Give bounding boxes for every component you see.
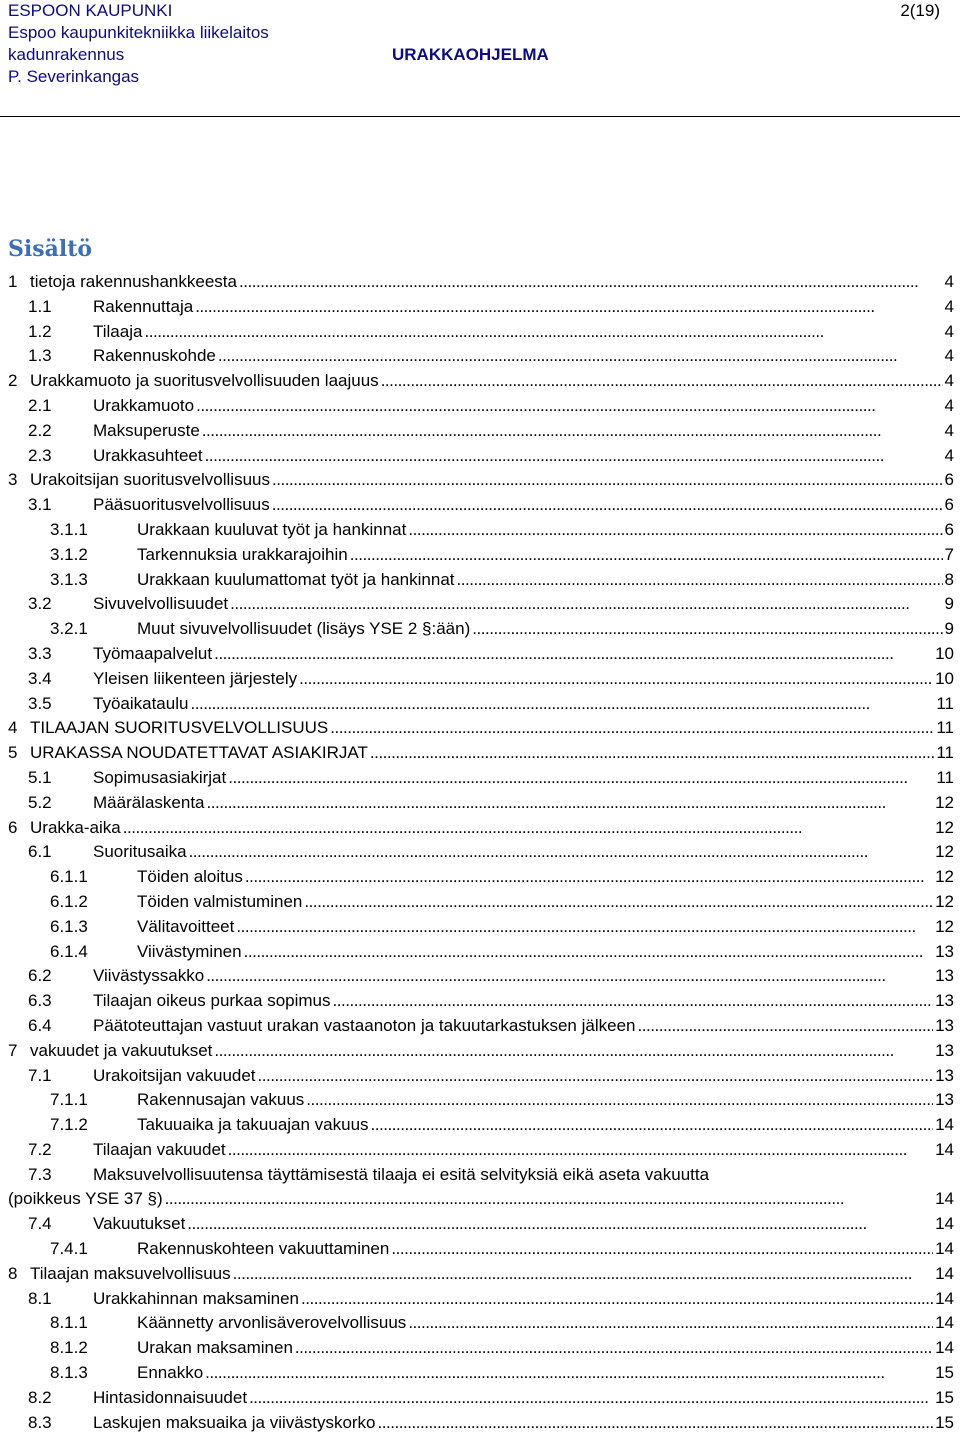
- toc-dot-leader: [207, 791, 934, 816]
- toc-entry-title: Tilaajan maksuvelvollisuus: [30, 1263, 231, 1283]
- toc-entry-number: 8.1.1: [50, 1313, 88, 1333]
- toc-entry-title: Työaikataulu: [93, 693, 189, 713]
- toc-entry[interactable]: [8, 1014, 954, 1039]
- header-department: kadunrakennus: [8, 45, 125, 64]
- toc-entry[interactable]: [8, 344, 954, 369]
- toc-entry[interactable]: [8, 270, 954, 295]
- toc-dot-leader: [236, 915, 933, 940]
- toc-entry-number: 3.2.1: [50, 619, 88, 639]
- toc-entry-page: 6: [944, 519, 954, 539]
- toc-dot-leader: [165, 1187, 933, 1212]
- toc-entry-page: 11: [936, 693, 954, 713]
- toc-entry[interactable]: [8, 543, 954, 568]
- toc-entry-number: 8.3: [28, 1412, 52, 1432]
- toc-entry-page: 4: [944, 346, 954, 366]
- toc-entry-title: Välitavoitteet: [137, 916, 235, 936]
- toc-dot-leader: [190, 692, 934, 717]
- toc-dot-leader: [239, 270, 943, 295]
- toc-dot-leader: [195, 295, 942, 320]
- toc-entry-number: 6.2: [28, 966, 52, 986]
- toc-heading: Sisältö: [8, 236, 93, 262]
- toc-entry-title: Urakkamuoto: [93, 395, 195, 415]
- toc-entry[interactable]: [8, 915, 954, 940]
- toc-entry-page: 10: [935, 668, 954, 688]
- toc-entry-title: Muut sivuvelvollisuudet (lisäys YSE 2 §:ään): [137, 619, 471, 639]
- header-organization: ESPOON KAUPUNKI: [8, 1, 173, 20]
- toc-entry[interactable]: [8, 1138, 954, 1163]
- toc-entry-title: Urakan maksaminen: [137, 1338, 293, 1358]
- toc-entry[interactable]: [8, 791, 954, 816]
- toc-dot-leader: [391, 1237, 933, 1262]
- toc-entry-title: Urakkaan kuulumattomat työt ja hankinnat: [137, 569, 455, 589]
- toc-entry-number: 1.2: [28, 321, 52, 341]
- toc-entry[interactable]: [8, 369, 954, 394]
- toc-dot-leader: [218, 344, 943, 369]
- toc-entry-page: 7: [944, 544, 954, 564]
- toc-dot-leader: [214, 1039, 933, 1064]
- toc-dot-leader: [123, 816, 933, 841]
- toc-entry-title: Käännetty arvonlisäverovelvollisuus: [137, 1313, 407, 1333]
- toc-dot-leader: [228, 766, 934, 791]
- toc-dot-leader: [244, 940, 934, 965]
- toc-entry-number: 8.1.3: [50, 1363, 88, 1383]
- toc-dot-leader: [205, 1361, 933, 1386]
- toc-entry-title: Maksuperuste: [93, 420, 200, 440]
- toc-entry-title: Viivästyssakko: [93, 966, 205, 986]
- toc-entry-title: Sopimusasiakirjat: [93, 767, 227, 787]
- toc-entry[interactable]: [8, 1163, 954, 1213]
- toc-entry-title: Tilaajan oikeus purkaa sopimus: [93, 991, 331, 1011]
- toc-dot-leader: [350, 543, 943, 568]
- toc-entry-page: 14: [935, 1338, 954, 1358]
- toc-entry-number: 6.3: [28, 991, 52, 1011]
- header-author: P. Severinkangas: [8, 67, 140, 86]
- toc-entry-page: 14: [935, 1214, 954, 1234]
- toc-entry-title: Suoritusaika: [93, 842, 187, 862]
- toc-entry[interactable]: [8, 320, 954, 345]
- toc-entry-page: 6: [944, 495, 954, 515]
- toc-entry-page: 4: [944, 321, 954, 341]
- toc-dot-leader: [205, 444, 943, 469]
- toc-dot-leader: [245, 865, 933, 890]
- toc-entry-page: 13: [935, 991, 954, 1011]
- toc-entry-number: 1: [8, 272, 18, 291]
- toc-entry-title: Tilaaja: [93, 321, 143, 341]
- toc-entry[interactable]: [8, 1039, 954, 1064]
- toc-entry-page: 14: [935, 1115, 954, 1135]
- toc-entry-number: 3.3: [28, 643, 52, 663]
- toc-entry-number: 8.1.2: [50, 1338, 88, 1358]
- toc-entry[interactable]: [8, 816, 954, 841]
- toc-dot-leader: [301, 1287, 933, 1312]
- toc-dot-leader: [457, 568, 943, 593]
- toc-entry[interactable]: [8, 692, 954, 717]
- toc-entry-title: Urakkamuoto ja suoritusvelvollisuuden laajuus: [30, 371, 379, 391]
- toc-dot-leader: [196, 394, 942, 419]
- toc-dot-leader: [381, 369, 943, 394]
- toc-entry-page: 13: [935, 1040, 954, 1060]
- toc-dot-leader: [295, 1336, 933, 1361]
- toc-entry-title: TILAAJAN SUORITUSVELVOLLISUUS: [30, 718, 329, 738]
- toc-entry-page: 13: [935, 1065, 954, 1085]
- toc-entry[interactable]: [8, 1361, 954, 1386]
- toc-entry-page: 14: [935, 1189, 954, 1209]
- toc-entry-number: 3.1.1: [50, 519, 88, 539]
- toc-entry-page: 13: [935, 1015, 954, 1035]
- toc-dot-leader: [306, 1088, 933, 1113]
- toc-entry-page: 4: [944, 272, 954, 291]
- toc-entry-page: 15: [935, 1363, 954, 1383]
- toc-entry-number: 3.1.3: [50, 569, 88, 589]
- toc-entry-title: Maksuvelvollisuutensa täyttämisestä tilaaja ei esitä selvityksiä eikä aseta vakuutta: [93, 1164, 710, 1184]
- toc-entry[interactable]: [8, 1411, 954, 1436]
- toc-entry-number: 7.1.2: [50, 1115, 88, 1135]
- toc-entry-page: 12: [935, 817, 954, 837]
- toc-entry-title: vakuudet ja vakuutukset: [30, 1040, 213, 1060]
- table-of-contents: [8, 270, 954, 1435]
- toc-entry-title: Päätoteuttajan vastuut urakan vastaanoton ja takuutarkastuksen jälkeen: [93, 1015, 636, 1035]
- toc-entry[interactable]: [8, 568, 954, 593]
- toc-entry-number: 2.3: [28, 445, 52, 465]
- toc-entry-title-continued: (poikkeus YSE 37 §): [8, 1189, 163, 1209]
- toc-entry[interactable]: [8, 617, 954, 642]
- toc-entry[interactable]: [8, 840, 954, 865]
- toc-entry[interactable]: [8, 1311, 954, 1336]
- toc-entry-number: 2.1: [28, 395, 52, 415]
- toc-entry-title: Yleisen liikenteen järjestely: [93, 668, 298, 688]
- toc-entry[interactable]: [8, 493, 954, 518]
- toc-entry-page: 9: [944, 619, 954, 639]
- toc-entry[interactable]: [8, 741, 954, 766]
- toc-entry-number: 5: [8, 743, 18, 763]
- toc-dot-leader: [202, 419, 943, 444]
- toc-dot-leader: [408, 518, 942, 543]
- toc-entry-number: 3.1.2: [50, 544, 88, 564]
- toc-dot-leader: [299, 667, 933, 692]
- toc-entry-title: tietoja rakennushankkeesta: [30, 272, 237, 291]
- toc-entry-page: 4: [944, 395, 954, 415]
- toc-entry[interactable]: [8, 394, 954, 419]
- toc-entry-title: Tarkennuksia urakkarajoihin: [137, 544, 348, 564]
- toc-entry-title: Takuuaika ja takuuajan vakuus: [137, 1115, 369, 1135]
- toc-dot-leader: [330, 716, 934, 741]
- toc-entry-number: 6.1.1: [50, 867, 88, 887]
- toc-entry-page: 14: [935, 1239, 954, 1259]
- toc-entry-number: 6.1.4: [50, 941, 88, 961]
- toc-entry-title: URAKASSA NOUDATETTAVAT ASIAKIRJAT: [30, 743, 368, 763]
- toc-entry-title: Urakkaan kuuluvat työt ja hankinnat: [137, 519, 407, 539]
- toc-dot-leader: [249, 1386, 933, 1411]
- toc-dot-leader: [637, 1014, 933, 1039]
- toc-entry-number: 3.4: [28, 668, 52, 688]
- toc-entry-number: 7.4: [28, 1214, 52, 1234]
- toc-entry[interactable]: [8, 1113, 954, 1138]
- toc-entry[interactable]: [8, 1237, 954, 1262]
- toc-entry-number: 6.1.2: [50, 891, 88, 911]
- toc-entry-title: Rakennuskohteen vakuuttaminen: [137, 1239, 390, 1259]
- toc-entry[interactable]: [8, 642, 954, 667]
- toc-entry[interactable]: [8, 1212, 954, 1237]
- toc-entry-number: 2.2: [28, 420, 52, 440]
- toc-dot-leader: [206, 964, 933, 989]
- toc-entry-title: Laskujen maksuaika ja viivästyskorko: [93, 1412, 376, 1432]
- toc-entry-title: Urakka-aika: [30, 817, 121, 837]
- toc-entry-number: 8.2: [28, 1387, 52, 1407]
- toc-entry[interactable]: [8, 890, 954, 915]
- toc-entry-page: 12: [935, 891, 954, 911]
- toc-entry-number: 7.1: [28, 1065, 52, 1085]
- toc-entry-page: 13: [935, 966, 954, 986]
- toc-entry-title: Pääsuoritusvelvollisuus: [93, 495, 270, 515]
- toc-entry-number: 3.2: [28, 594, 52, 614]
- toc-entry-title: Töiden aloitus: [137, 867, 243, 887]
- toc-entry[interactable]: [8, 295, 954, 320]
- toc-dot-leader: [378, 1411, 934, 1436]
- toc-dot-leader: [258, 1064, 934, 1089]
- toc-entry[interactable]: [8, 592, 954, 617]
- toc-entry-number: 8.1: [28, 1288, 52, 1308]
- toc-dot-leader: [214, 642, 933, 667]
- toc-entry-number: 8: [8, 1263, 18, 1283]
- toc-entry-number: 3.1: [28, 495, 52, 515]
- toc-entry-page: 13: [935, 1090, 954, 1110]
- toc-entry-number: 1.3: [28, 346, 52, 366]
- toc-entry-number: 7.1.1: [50, 1090, 88, 1110]
- toc-entry-title: Töiden valmistuminen: [137, 891, 303, 911]
- toc-entry-number: 7.2: [28, 1139, 52, 1159]
- toc-entry[interactable]: [8, 1088, 954, 1113]
- toc-entry-title: Tilaajan vakuudet: [93, 1139, 226, 1159]
- toc-entry-number: 5.2: [28, 792, 52, 812]
- toc-entry-number: 1.1: [28, 296, 52, 316]
- toc-entry[interactable]: [8, 716, 954, 741]
- toc-entry-number: 7: [8, 1040, 18, 1060]
- toc-entry-page: 4: [944, 371, 954, 391]
- toc-entry-page: 4: [944, 420, 954, 440]
- toc-entry-title: Työmaapalvelut: [93, 643, 213, 663]
- toc-entry-page: 12: [935, 916, 954, 936]
- toc-entry[interactable]: [8, 468, 954, 493]
- toc-entry-number: 7.4.1: [50, 1239, 88, 1259]
- toc-entry-page: 12: [935, 867, 954, 887]
- toc-entry-number: 2: [8, 371, 18, 391]
- toc-entry-page: 9: [944, 594, 954, 614]
- toc-entry-number: 7.3: [28, 1164, 52, 1184]
- toc-entry-title: Vakuutukset: [93, 1214, 186, 1234]
- toc-dot-leader: [370, 741, 934, 766]
- toc-dot-leader: [189, 840, 934, 865]
- toc-entry-title: Viivästyminen: [137, 941, 242, 961]
- toc-entry-page: 4: [944, 445, 954, 465]
- toc-entry[interactable]: [8, 419, 954, 444]
- page-header: [0, 0, 960, 117]
- toc-entry-number: 4: [8, 718, 18, 738]
- toc-entry[interactable]: [8, 766, 954, 791]
- toc-dot-leader: [233, 1262, 933, 1287]
- toc-entry-page: 14: [935, 1288, 954, 1308]
- toc-dot-leader: [408, 1311, 933, 1336]
- toc-dot-leader: [272, 493, 943, 518]
- toc-dot-leader: [230, 592, 942, 617]
- toc-entry[interactable]: [8, 518, 954, 543]
- toc-entry-number: 6.4: [28, 1015, 52, 1035]
- toc-entry-title: Rakennuskohde: [93, 346, 216, 366]
- toc-entry-page: 12: [935, 842, 954, 862]
- toc-entry-page: 14: [935, 1313, 954, 1333]
- toc-entry[interactable]: [8, 940, 954, 965]
- toc-entry-title: Sivuvelvollisuudet: [93, 594, 229, 614]
- toc-dot-leader: [228, 1138, 933, 1163]
- toc-entry[interactable]: [8, 1262, 954, 1287]
- toc-entry-page: 4: [944, 296, 954, 316]
- toc-entry-page: 14: [935, 1263, 954, 1283]
- page-number: 2(19): [900, 1, 940, 20]
- toc-entry-page: 13: [935, 941, 954, 961]
- toc-dot-leader: [272, 468, 943, 493]
- toc-entry[interactable]: [8, 1064, 954, 1089]
- toc-entry-page: 15: [935, 1387, 954, 1407]
- toc-entry[interactable]: [8, 667, 954, 692]
- toc-entry-title: Määrälaskenta: [93, 792, 205, 812]
- toc-entry-page: 6: [944, 470, 954, 490]
- toc-entry-title: Urakoitsijan suoritusvelvollisuus: [30, 470, 270, 490]
- toc-entry-number: 6.1.3: [50, 916, 88, 936]
- toc-entry[interactable]: [8, 1386, 954, 1411]
- toc-entry-title: Urakkahinnan maksaminen: [93, 1288, 299, 1308]
- toc-entry-page: 11: [936, 718, 954, 738]
- toc-dot-leader: [371, 1113, 934, 1138]
- toc-entry-number: 3: [8, 470, 18, 490]
- toc-entry-page: 8: [944, 569, 954, 589]
- toc-entry-page: 14: [935, 1139, 954, 1159]
- toc-entry[interactable]: [8, 1336, 954, 1361]
- toc-entry-page: 15: [935, 1412, 954, 1432]
- toc-entry-page: 11: [936, 743, 954, 763]
- toc-entry[interactable]: [8, 964, 954, 989]
- header-divider: [0, 116, 960, 117]
- toc-entry-page: 11: [936, 767, 954, 787]
- toc-entry-number: 3.5: [28, 693, 52, 713]
- toc-entry-number: 5.1: [28, 767, 52, 787]
- toc-entry[interactable]: [8, 865, 954, 890]
- toc-dot-leader: [144, 320, 942, 345]
- toc-entry-title: Rakennusajan vakuus: [137, 1090, 305, 1110]
- toc-dot-leader: [333, 989, 934, 1014]
- toc-entry[interactable]: [8, 444, 954, 469]
- toc-entry-page: 10: [935, 643, 954, 663]
- toc-entry[interactable]: [8, 1287, 954, 1312]
- header-unit: Espoo kaupunkitekniikka liikelaitos: [8, 23, 269, 42]
- toc-dot-leader: [304, 890, 933, 915]
- toc-entry-page: 12: [935, 792, 954, 812]
- toc-entry[interactable]: [8, 989, 954, 1014]
- toc-entry-title: Urakkasuhteet: [93, 445, 203, 465]
- header-document-title: URAKKAOHJELMA: [392, 45, 549, 64]
- toc-entry-title: Urakoitsijan vakuudet: [93, 1065, 256, 1085]
- toc-entry-title: Rakennuttaja: [93, 296, 194, 316]
- toc-entry-number: 6.1: [28, 842, 52, 862]
- toc-dot-leader: [472, 617, 942, 642]
- toc-entry-number: 6: [8, 817, 18, 837]
- toc-dot-leader: [187, 1212, 933, 1237]
- toc-entry-title: Hintasidonnaisuudet: [93, 1387, 248, 1407]
- toc-entry-title: Ennakko: [137, 1363, 204, 1383]
